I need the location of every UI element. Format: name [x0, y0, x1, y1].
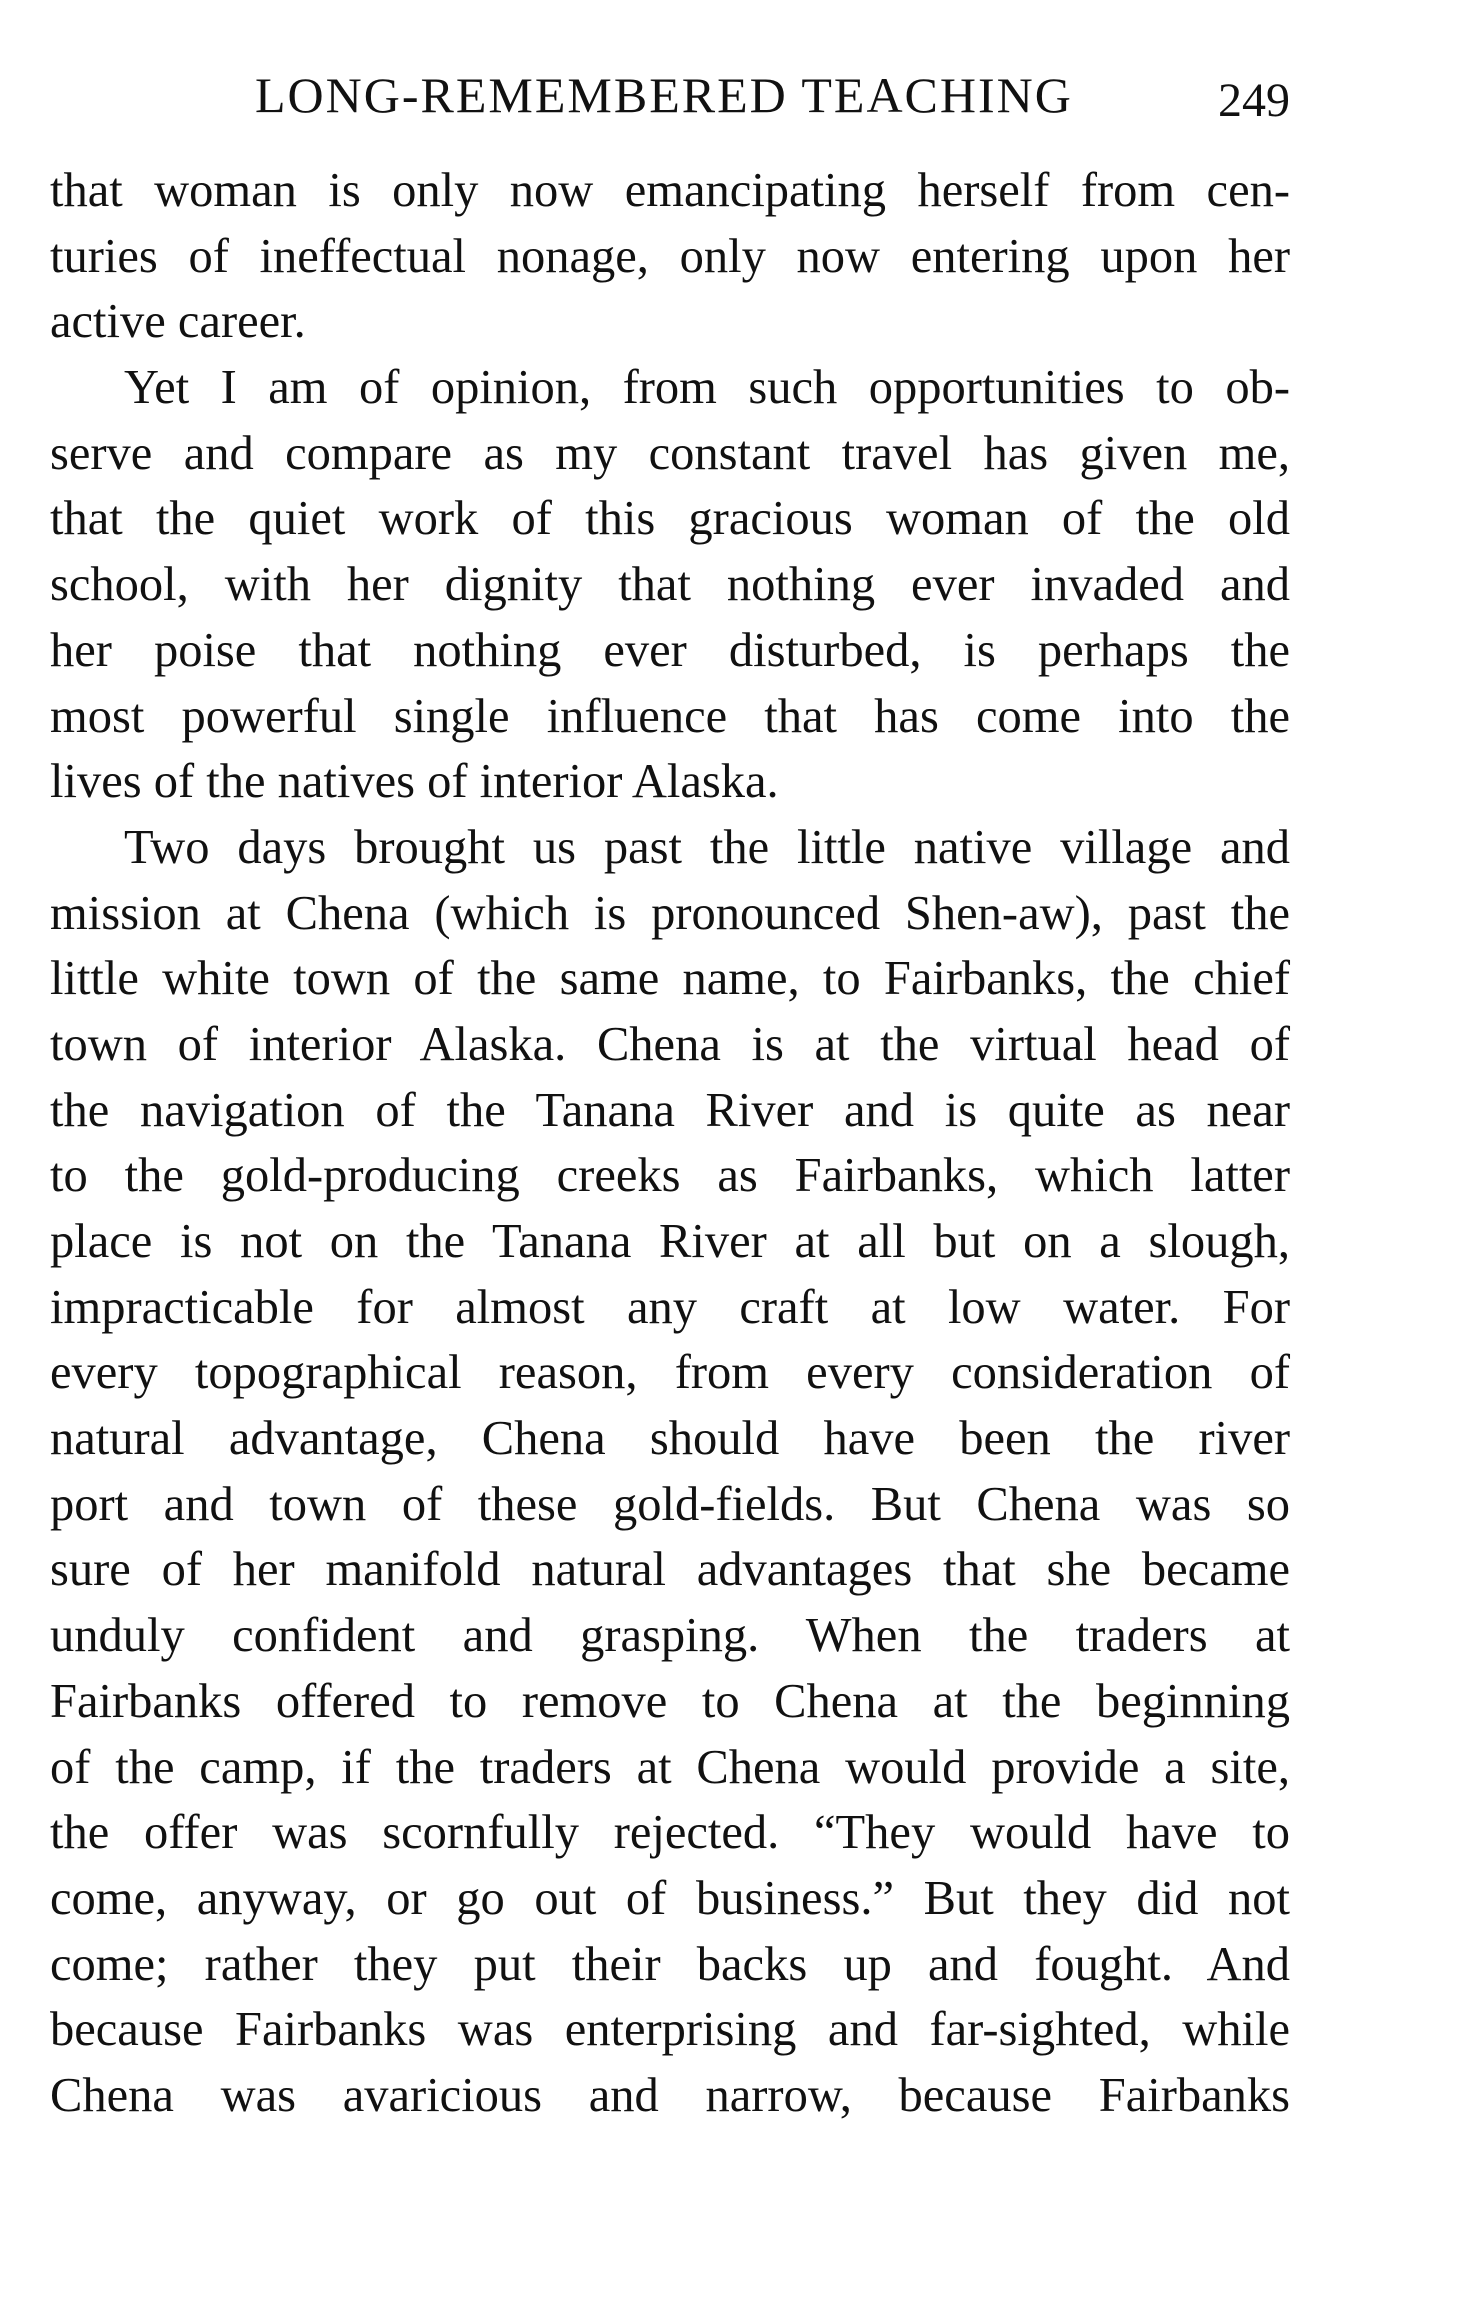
text-line: serve and compare as my constant travel has given me, — [50, 426, 1290, 480]
text-line: the navigation of the Tanana River and is quite as near — [50, 1083, 1290, 1137]
running-head — [50, 60, 1290, 130]
paragraph — [50, 158, 1290, 355]
text-line: turies of ineffectual nonage, only now entering upon her — [50, 229, 1290, 283]
text-line: that the quiet work of this gracious woman of the old — [50, 492, 1290, 546]
text-line: because Fairbanks was enterprising and far-sighted, while — [50, 2003, 1290, 2057]
text-line: that woman is only now emancipating herself from cen- — [50, 164, 1290, 217]
text-line: town of interior Alaska. Chena is at the virtual head of — [50, 1017, 1290, 1071]
text-line: most powerful single influence that has come into the — [50, 689, 1290, 743]
page-number: 249 — [1218, 74, 1290, 127]
text-line: active career. — [50, 295, 306, 349]
text-line: unduly confident and grasping. When the traders at — [50, 1609, 1290, 1663]
text-line: the offer was scornfully rejected. “They would have to — [50, 1806, 1290, 1860]
text-line: Yet I am of opinion, from such opportunities to ob- — [124, 361, 1290, 415]
text-line: lives of the natives of interior Alaska. — [50, 755, 779, 809]
text-line: Chena was avaricious and narrow, because Fairbanks — [50, 2068, 1290, 2122]
running-title: LONG-REMEMBERED TEACHING — [255, 67, 1073, 123]
text-line: her poise that nothing ever disturbed, is perhaps the — [50, 623, 1290, 677]
text-line: sure of her manifold natural advantages that she became — [50, 1543, 1290, 1597]
text-line: of the camp, if the traders at Chena would provide a site, — [50, 1740, 1290, 1794]
body-text — [50, 158, 1290, 2129]
text-line: impracticable for almost any craft at low water. For — [50, 1280, 1290, 1334]
text-line: every topographical reason, from every consideration of — [50, 1346, 1290, 1400]
text-line: little white town of the same name, to Fairbanks, the chief — [50, 952, 1290, 1006]
text-line: school, with her dignity that nothing ever invaded and — [50, 558, 1290, 612]
text-line: mission at Chena (which is pronounced Shen-aw), past the — [50, 886, 1290, 940]
paragraph — [50, 355, 1290, 815]
text-line: come, anyway, or go out of business.” But they did not — [50, 1871, 1290, 1925]
text-line: natural advantage, Chena should have been the river — [50, 1412, 1290, 1466]
text-line: place is not on the Tanana River at all but on a slough, — [50, 1215, 1290, 1268]
text-line: Two days brought us past the little native village and — [124, 820, 1290, 874]
paragraph — [50, 815, 1290, 2129]
text-line: come; rather they put their backs up and fought. And — [50, 1937, 1290, 1991]
text-line: Fairbanks offered to remove to Chena at the beginning — [50, 1674, 1290, 1728]
text-line: port and town of these gold-fields. But Chena was so — [50, 1477, 1290, 1531]
text-line: to the gold-producing creeks as Fairbanks, which latter — [50, 1149, 1290, 1203]
